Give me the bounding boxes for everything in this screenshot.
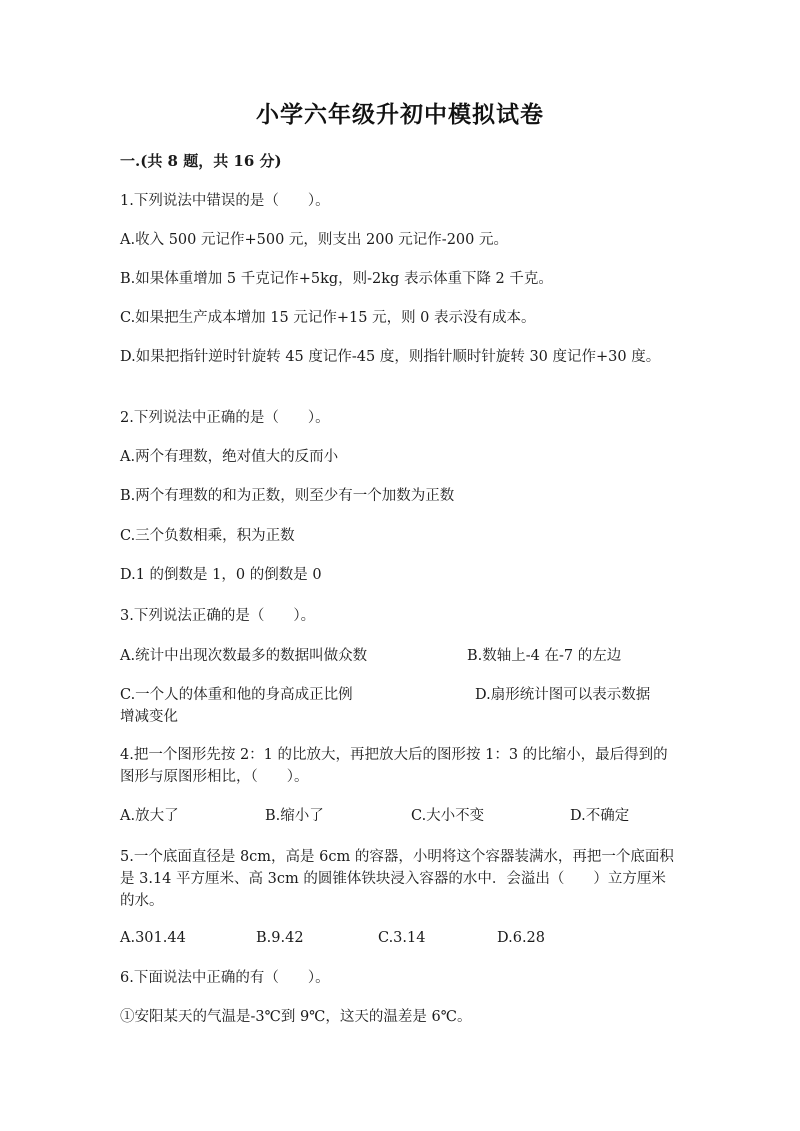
question-2-option-d[interactable]: D.1 的倒数是 1，0 的倒数是 0 (120, 567, 322, 583)
question-1-option-c[interactable]: C.如果把生产成本增加 15 元记作+15 元，则 0 表示没有成本。 (120, 310, 536, 326)
question-4-option-c[interactable]: C.大小不变 (411, 808, 485, 824)
question-1-stem: 1.下列说法中错误的是（ ）。 (120, 193, 330, 209)
question-3-option-c[interactable]: C.一个人的体重和他的身高成正比例 (120, 687, 353, 703)
question-2-option-c[interactable]: C.三个负数相乘，积为正数 (120, 528, 295, 544)
question-5-option-a[interactable]: A.301.44 (120, 930, 186, 946)
question-5-option-d[interactable]: D.6.28 (497, 930, 546, 946)
question-1-option-d[interactable]: D.如果把指针逆时针旋转 45 度记作-45 度，则指针顺时针旋转 30 度记作+30 度。 (120, 349, 661, 365)
question-3-stem: 3.下列说法正确的是（ ）。 (120, 608, 316, 624)
question-6-item-1: ①安阳某天的气温是-3℃到 9℃，这天的温差是 6℃。 (120, 1009, 472, 1025)
question-5-option-b[interactable]: B.9.42 (256, 930, 304, 946)
question-3-option-d[interactable]: D.扇形统计图可以表示数据 (475, 687, 651, 703)
question-1-option-b[interactable]: B.如果体重增加 5 千克记作+5kg，则-2kg 表示体重下降 2 千克。 (120, 271, 553, 287)
question-2-stem: 2.下列说法中正确的是（ ）。 (120, 410, 330, 426)
question-2-option-b[interactable]: B.两个有理数的和为正数，则至少有一个加数为正数 (120, 488, 455, 504)
question-6-stem: 6.下面说法中正确的有（ ）。 (120, 970, 330, 986)
question-4-option-d[interactable]: D.不确定 (570, 808, 630, 824)
question-4-option-b[interactable]: B.缩小了 (265, 808, 324, 824)
question-3-option-b[interactable]: B.数轴上-4 在-7 的左边 (467, 648, 622, 664)
question-2-option-a[interactable]: A.两个有理数，绝对值大的反而小 (120, 449, 339, 465)
question-4-option-a[interactable]: A.放大了 (120, 808, 179, 824)
page-title: 小学六年级升初中模拟试卷 (256, 101, 544, 128)
question-3-option-d-continued[interactable]: 增减变化 (120, 709, 178, 725)
question-3-option-a[interactable]: A.统计中出现次数最多的数据叫做众数 (120, 648, 368, 664)
question-5-stem: 5.一个底面直径是 8cm，高是 6cm 的容器，小明将这个容器装满水，再把一个底面积是 3.14 平方厘米、高 3cm 的圆锥体铁块浸入容器的水中．会溢出（ ）立方厘米的水。 (120, 849, 674, 909)
question-5-option-c[interactable]: C.3.14 (378, 930, 426, 946)
question-4-stem: 4.把一个图形先按 2：1 的比放大，再把放大后的图形按 1：3 的比缩小，最后得到的图形与原图形相比，（ ）。 (120, 747, 668, 785)
section-heading: 一.(共 8 题，共 16 分) (120, 152, 282, 170)
question-1-option-a[interactable]: A.收入 500 元记作+500 元，则支出 200 元记作-200 元。 (120, 232, 508, 248)
